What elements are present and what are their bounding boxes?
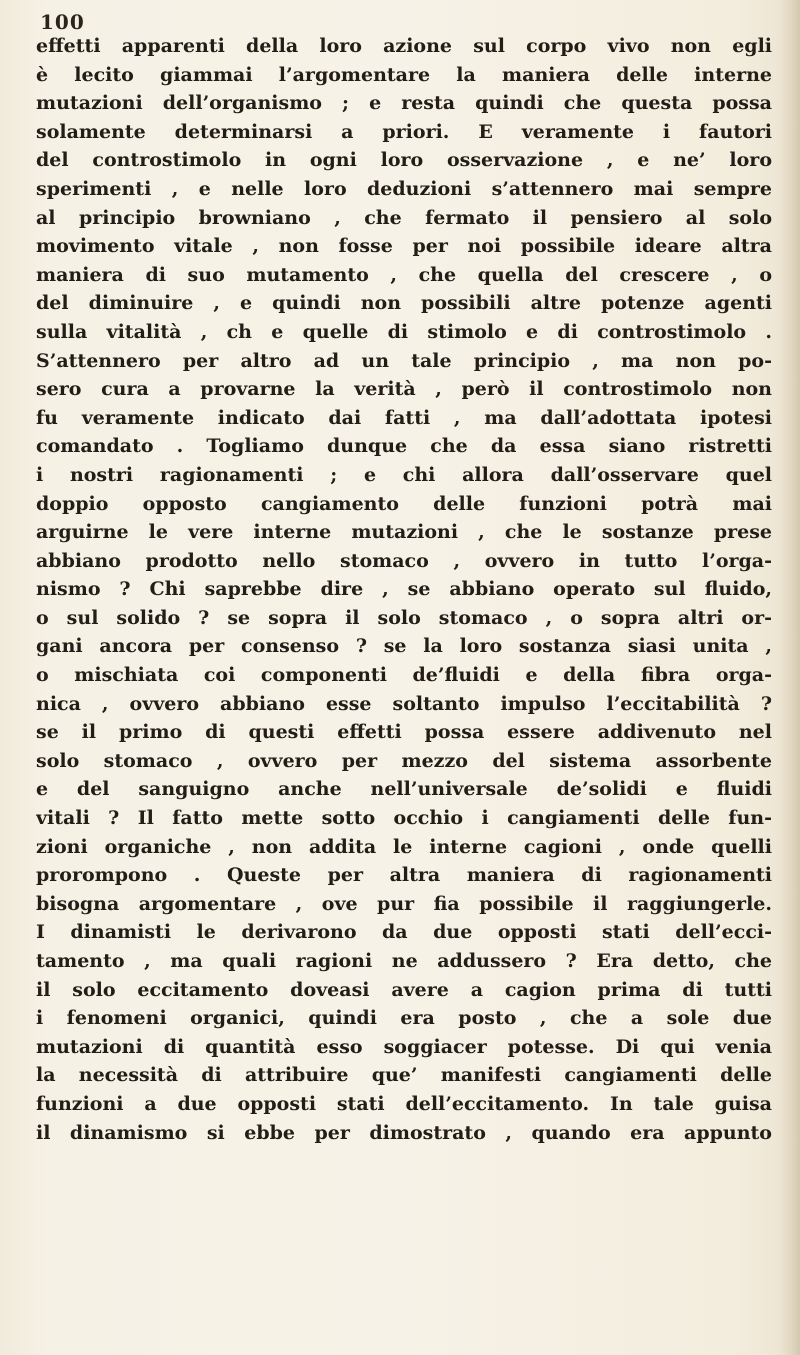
- text-line: gani ancora per consenso ? se la loro sostanza siasi unita ,: [36, 635, 772, 658]
- text-line: solamente determinarsi a priori. E veramente i fautori: [36, 120, 772, 143]
- text-line: mutazioni dell’organismo ; e resta quindi che questa possa: [36, 92, 772, 115]
- text-line: o mischiata coi componenti de’fluidi e della fibra orga-: [36, 664, 772, 687]
- text-line: se il primo di questi effetti possa essere addivenuto nel: [36, 721, 772, 744]
- text-line: effetti apparenti della loro azione sul corpo vivo non egli: [36, 35, 772, 57]
- text-line: il solo eccitamento doveasi avere a cagion prima di tutti: [36, 978, 772, 1001]
- text-line: funzioni a due opposti stati dell’eccitamento. In tale guisa: [36, 1092, 772, 1115]
- text-line: S’attennero per altro ad un tale principio , ma non po-: [36, 349, 772, 372]
- text-line: sulla vitalità , ch e quelle di stimolo e di controstimolo .: [36, 320, 772, 343]
- text-line: arguirne le vere interne mutazioni , che le sostanze prese: [36, 521, 772, 544]
- text-line: tamento , ma quali ragioni ne addussero ? Era detto, che: [36, 950, 772, 972]
- text-line: nica , ovvero abbiano esse soltanto impulso l’eccitabilità ?: [36, 692, 772, 715]
- text-line: la necessità di attribuire que’ manifesti cangiamenti delle: [36, 1064, 772, 1087]
- text-line: è lecito giammai l’argomentare la maniera delle interne: [36, 63, 772, 86]
- text-line: comandato . Togliamo dunque che da essa siano ristretti: [36, 435, 772, 458]
- text-line: doppio opposto cangiamento delle funzioni potrà mai: [36, 492, 772, 515]
- text-line: solo stomaco , ovvero per mezzo del sistema assorbente: [36, 749, 772, 772]
- text-line: al principio browniano , che fermato il pensiero al solo: [36, 206, 772, 229]
- text-line: movimento vitale , non fosse per noi possibile ideare altra: [36, 235, 772, 258]
- page-number: 100: [40, 10, 85, 34]
- text-line: prorompono . Queste per altra maniera di ragionamenti: [36, 864, 772, 887]
- text-line: del controstimolo in ogni loro osservazione , e ne’ loro: [36, 149, 772, 172]
- text-line: I dinamisti le derivarono da due opposti stati dell’ecci-: [36, 921, 772, 944]
- text-line: o sul solido ? se sopra il solo stomaco , o sopra altri or-: [36, 606, 772, 629]
- page-edge-shadow: [778, 0, 800, 1355]
- text-line: i fenomeni organici, quindi era posto , che a sole due: [36, 1007, 772, 1030]
- text-line: maniera di suo mutamento , che quella del crescere , o: [36, 263, 772, 286]
- body-text: [36, 32, 772, 1147]
- text-line: del diminuire , e quindi non possibili altre potenze agenti: [36, 292, 772, 315]
- text-line: sero cura a provarne la verità , però il controstimolo non: [36, 378, 772, 401]
- text-line: fu veramente indicato dai fatti , ma dall’adottata ipotesi: [36, 406, 772, 429]
- text-line: mutazioni di quantità esso soggiacer potesse. Di qui venia: [36, 1035, 772, 1058]
- text-line: e del sanguigno anche nell’universale de’solidi e fluidi: [36, 778, 772, 801]
- text-line: sperimenti , e nelle loro deduzioni s’attennero mai sempre: [36, 177, 772, 200]
- text-line: nismo ? Chi saprebbe dire , se abbiano operato sul fluido,: [36, 578, 772, 601]
- text-line: vitali ? Il fatto mette sotto occhio i cangiamenti delle fun-: [36, 807, 772, 830]
- text-line: i nostri ragionamenti ; e chi allora dall’osservare quel: [36, 463, 772, 486]
- text-line: abbiano prodotto nello stomaco , ovvero in tutto l’orga-: [36, 549, 772, 572]
- text-line: bisogna argomentare , ove pur fia possibile il raggiungerle.: [36, 892, 772, 915]
- text-line: zioni organiche , non addita le interne cagioni , onde quelli: [36, 835, 772, 858]
- text-line: il dinamismo si ebbe per dimostrato , quando era appunto: [36, 1121, 772, 1144]
